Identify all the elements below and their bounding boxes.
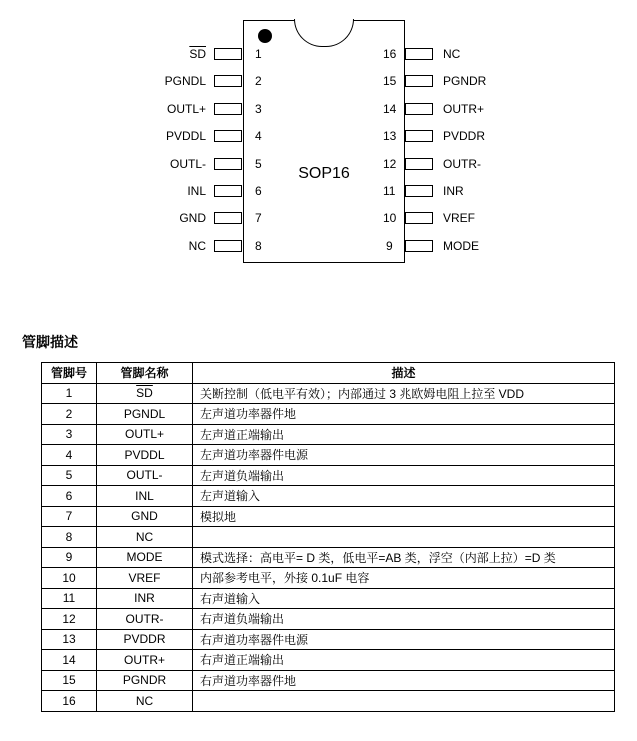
pin-description-cell: 模拟地 bbox=[193, 506, 615, 527]
left-pin-name: INL bbox=[187, 184, 206, 198]
table-row bbox=[42, 670, 615, 691]
left-pin-lead bbox=[214, 75, 242, 87]
pin-number-cell: 14 bbox=[42, 650, 97, 671]
left-pin-lead bbox=[214, 48, 242, 60]
right-pin-name: INR bbox=[443, 184, 464, 198]
header-pin-number: 管脚号 bbox=[42, 363, 97, 384]
pin-description-cell: 左声道正端输出 bbox=[193, 424, 615, 445]
table-row bbox=[42, 424, 615, 445]
left-pin-number: 4 bbox=[255, 129, 262, 144]
left-pin-number: 3 bbox=[255, 101, 262, 116]
right-pin-number: 9 bbox=[386, 238, 393, 253]
pin-name-cell: OUTL+ bbox=[97, 424, 193, 445]
right-pin-number: 10 bbox=[383, 211, 397, 226]
pin-number-cell: 7 bbox=[42, 506, 97, 527]
right-pin-lead bbox=[405, 185, 433, 197]
pin-number-cell: 8 bbox=[42, 527, 97, 548]
package-notch bbox=[294, 19, 354, 47]
right-pin-name: MODE bbox=[443, 238, 479, 253]
package-body bbox=[243, 20, 405, 263]
right-pin-lead bbox=[405, 48, 433, 60]
pin-description-cell: 内部参考电平，外接 0.1uF 电容 bbox=[193, 568, 615, 589]
left-pin-name: GND bbox=[179, 211, 206, 226]
package-name: SOP16 bbox=[298, 165, 350, 182]
pin-name-overline-text: $\overline{SD}$ bbox=[136, 386, 153, 401]
right-pin-name: NC bbox=[443, 47, 461, 61]
pin-number-cell: 15 bbox=[42, 670, 97, 691]
pin-number-cell: 2 bbox=[42, 404, 97, 425]
pin-description-cell: 左声道负端输出 bbox=[193, 465, 615, 486]
pin-description-table bbox=[41, 362, 615, 712]
right-pin-name: PVDDR bbox=[443, 129, 486, 144]
pin-number-cell: 6 bbox=[42, 486, 97, 507]
table-row bbox=[42, 445, 615, 466]
right-pin-lead bbox=[405, 75, 433, 87]
pin-number-cell: 1 bbox=[42, 383, 97, 404]
left-pin-number: 8 bbox=[255, 238, 262, 253]
pin-description-cell: 右声道输入 bbox=[193, 588, 615, 609]
pin-description-cell: 右声道功率器件地 bbox=[193, 670, 615, 691]
pin1-marker-dot bbox=[258, 29, 272, 43]
right-pin-lead bbox=[405, 158, 433, 170]
table-row bbox=[42, 506, 615, 527]
left-pin-lead bbox=[214, 185, 242, 197]
table-row bbox=[42, 691, 615, 712]
pin-description-cell: 右声道功率器件电源 bbox=[193, 629, 615, 650]
pin-description-cell: 左声道输入 bbox=[193, 486, 615, 507]
table-row bbox=[42, 629, 615, 650]
pin-name-cell: OUTR- bbox=[97, 609, 193, 630]
left-pin-lead bbox=[214, 103, 242, 115]
pin-number-cell: 5 bbox=[42, 465, 97, 486]
right-pin-lead bbox=[405, 130, 433, 142]
left-pin-name: PGNDL bbox=[164, 74, 206, 89]
pin-name-cell: VREF bbox=[97, 568, 193, 589]
pin-description-cell: 右声道正端输出 bbox=[193, 650, 615, 671]
left-pin-number: 6 bbox=[255, 184, 262, 198]
table-row bbox=[42, 404, 615, 425]
pin-description-cell: 右声道负端输出 bbox=[193, 609, 615, 630]
pin-name-cell: INL bbox=[97, 486, 193, 507]
left-pin-lead bbox=[214, 212, 242, 224]
pin-name-cell: OUTR+ bbox=[97, 650, 193, 671]
pin-name-cell: NC bbox=[97, 691, 193, 712]
table-body bbox=[42, 383, 615, 711]
right-pin-number: 12 bbox=[383, 156, 397, 171]
table-row bbox=[42, 465, 615, 486]
sop16-package-diagram bbox=[0, 0, 637, 290]
right-pin-lead bbox=[405, 212, 433, 224]
table-row bbox=[42, 547, 615, 568]
pin-number-cell: 12 bbox=[42, 609, 97, 630]
left-pin-name: $\overline{SD}$ bbox=[189, 47, 206, 61]
table-row bbox=[42, 650, 615, 671]
pin-description-cell: 模式选择：高电平= D 类，低电平=AB 类，浮空（内部上拉）=D 类 bbox=[193, 547, 615, 568]
pin-number-cell: 4 bbox=[42, 445, 97, 466]
left-pin-name: OUTL+ bbox=[166, 101, 206, 116]
left-pin-number: 7 bbox=[255, 211, 262, 226]
right-pin-number: 15 bbox=[383, 74, 397, 89]
left-pin-name: NC bbox=[188, 238, 206, 253]
left-pin-lead bbox=[214, 240, 242, 252]
pin-description-cell bbox=[193, 527, 615, 548]
pin-number-cell: 9 bbox=[42, 547, 97, 568]
pin-name-cell: PGNDR bbox=[97, 670, 193, 691]
right-pin-number: 11 bbox=[383, 184, 396, 198]
pin-name-cell: GND bbox=[97, 506, 193, 527]
pin-name-cell: PVDDL bbox=[97, 445, 193, 466]
right-pin-name: OUTR- bbox=[443, 156, 481, 171]
left-pin-name: PVDDL bbox=[165, 129, 206, 144]
pin-name-cell: PGNDL bbox=[97, 404, 193, 425]
table-row bbox=[42, 609, 615, 630]
left-pin-number: 5 bbox=[255, 156, 262, 171]
left-pin-number: 1 bbox=[255, 47, 262, 61]
left-pin-lead bbox=[214, 158, 242, 170]
right-pin-number: 14 bbox=[383, 101, 397, 116]
header-pin-name: 管脚名称 bbox=[97, 363, 193, 384]
pin-number-cell: 11 bbox=[42, 588, 97, 609]
pin-name-cell: PVDDR bbox=[97, 629, 193, 650]
table-row bbox=[42, 527, 615, 548]
table-row bbox=[42, 588, 615, 609]
left-pin-lead bbox=[214, 130, 242, 142]
right-pin-name: VREF bbox=[443, 211, 476, 226]
right-pin-number: 13 bbox=[383, 129, 397, 144]
pin-description-cell: 关断控制（低电平有效）；内部通过 3 兆欧姆电阻上拉至 VDD bbox=[193, 383, 615, 404]
pin-description-cell: 左声道功率器件地 bbox=[193, 404, 615, 425]
right-pin-name: PGNDR bbox=[443, 74, 487, 89]
section-title: 管脚描述 bbox=[22, 334, 78, 350]
pin-number-cell: 3 bbox=[42, 424, 97, 445]
left-pin-number: 2 bbox=[255, 74, 262, 89]
right-pin-lead bbox=[405, 240, 433, 252]
pin-number-cell: 10 bbox=[42, 568, 97, 589]
pin-name-cell: OUTL- bbox=[97, 465, 193, 486]
pin-description-cell: 左声道功率器件电源 bbox=[193, 445, 615, 466]
pin-description-cell bbox=[193, 691, 615, 712]
pin-name-cell bbox=[97, 383, 193, 404]
pin-name-cell: NC bbox=[97, 527, 193, 548]
left-pin-name: OUTL- bbox=[170, 156, 206, 171]
table-header-row bbox=[42, 363, 615, 384]
table-row bbox=[42, 568, 615, 589]
table-row bbox=[42, 383, 615, 404]
pin-name-cell: MODE bbox=[97, 547, 193, 568]
pin-number-cell: 13 bbox=[42, 629, 97, 650]
right-pin-name: OUTR+ bbox=[443, 101, 485, 116]
table-row bbox=[42, 486, 615, 507]
right-pin-lead bbox=[405, 103, 433, 115]
right-pin-number: 16 bbox=[383, 47, 397, 61]
pin-number-cell: 16 bbox=[42, 691, 97, 712]
header-description: 描述 bbox=[193, 363, 615, 384]
pin-name-cell: INR bbox=[97, 588, 193, 609]
